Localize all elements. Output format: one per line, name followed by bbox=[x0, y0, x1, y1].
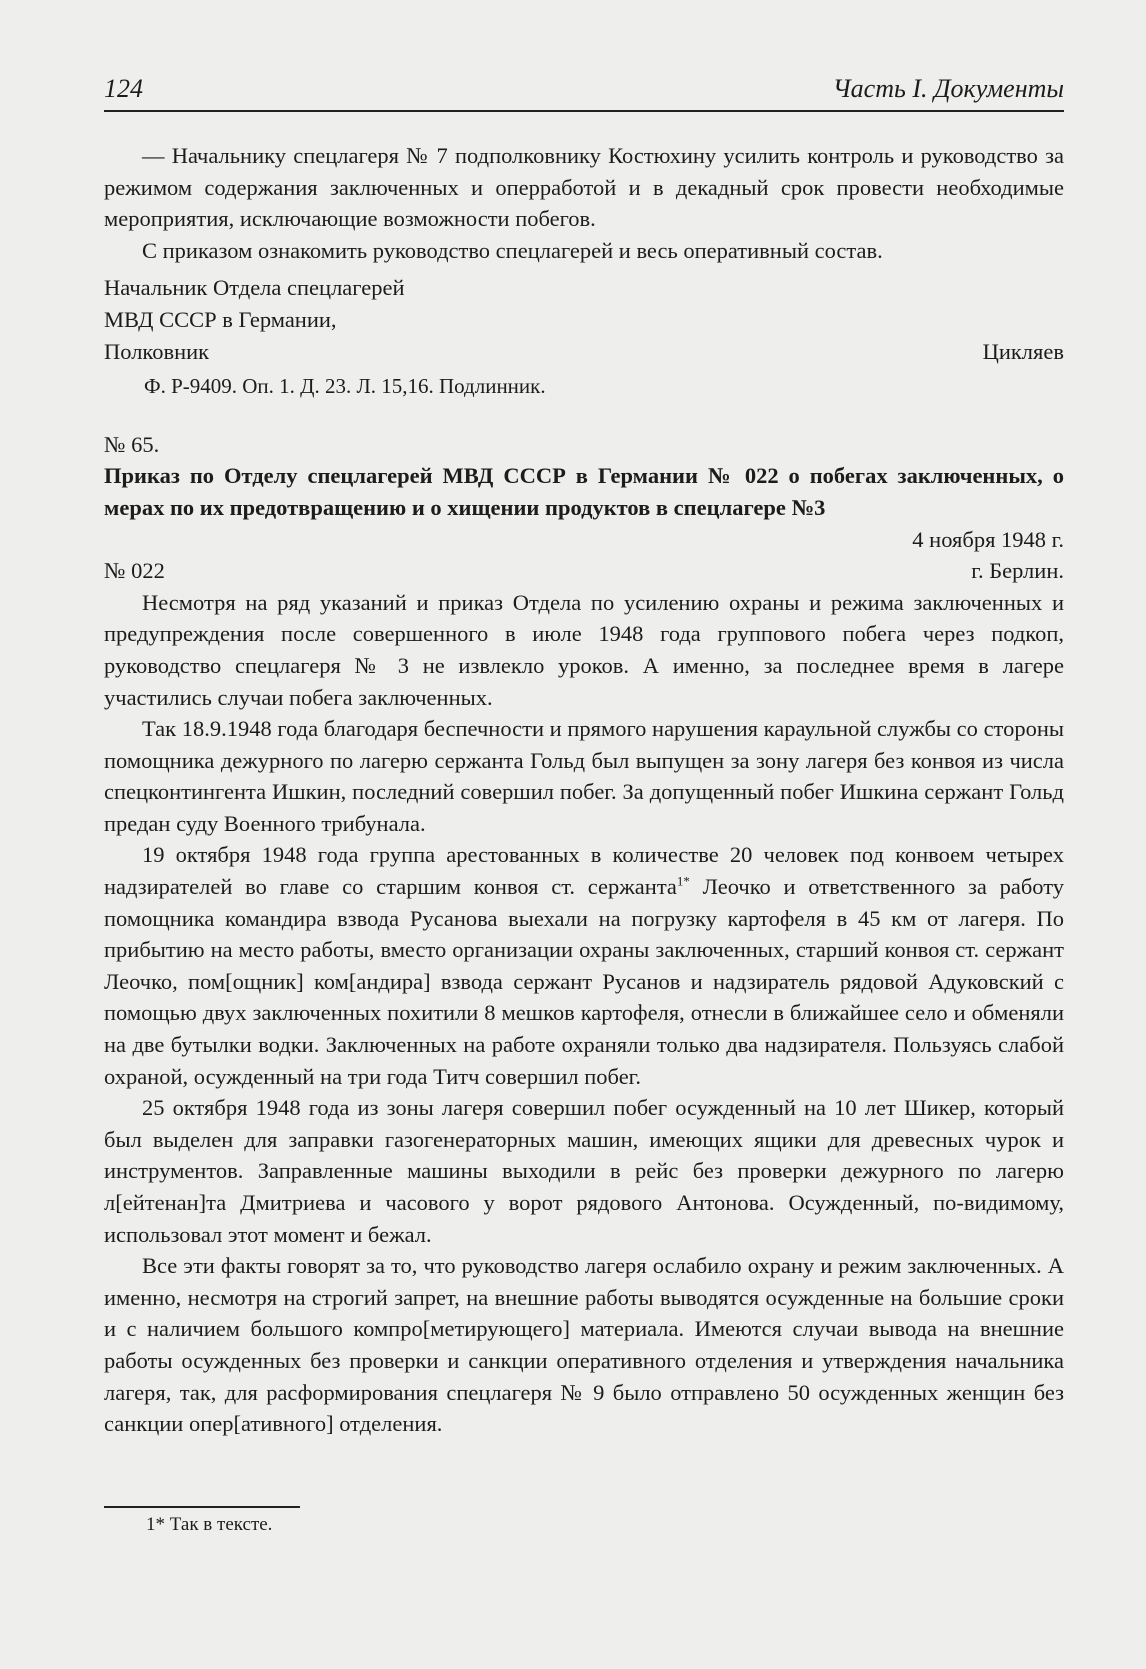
signature-block bbox=[104, 272, 1064, 367]
running-title: Часть I. Документы bbox=[832, 74, 1064, 103]
signature-line-1: Начальник Отдела спецлагерей bbox=[104, 275, 405, 301]
footnote: 1* Так в тексте. bbox=[146, 1514, 273, 1535]
document-title: Приказ по Отделу спецлагерей МВД СССР в Германии № 022 о побегах заключенных, о мерах по их предотвращению и о хищении продуктов в спецлагере №3 bbox=[104, 463, 1064, 520]
page-body bbox=[104, 140, 1064, 1440]
page-header bbox=[104, 74, 1064, 112]
signature-rank: Полковник bbox=[104, 338, 210, 364]
paragraph-1: Несмотря на ряд указаний и приказ Отдела по усилению охраны и режима заключенных и предупреждения после совершенного в июле 1948 года группового побега через подкоп, руководство спецлагеря № 3 не извлекло уроков. А именно, за последнее время в лагере участились случаи побега заключенных. bbox=[104, 589, 1064, 710]
page-number: 124 bbox=[104, 74, 143, 103]
paragraph-4: 25 октября 1948 года из зоны лагеря совершил побег осужденный на 10 лет Шикер, который был выделен для заправки газогенераторных машин, имеющих ящики для древесных чурок и инструментов. Заправленные машины выходили в рейс без проверки дежурного по лагерю л[ейтенан]та Дмитриева и часового у ворот рядового Антонова. Осужденный, по-видимому, использовал этот момент и бежал. bbox=[104, 1095, 1064, 1247]
paragraph-3-end: Леочко и ответственного за работу помощника командира взвода Русанова выехали на погрузку картофеля в 45 км от лагеря. По прибытию на место работы, вместо организации охраны заключенных, старший конвоя ст. сержант Леочко, пом[ощник] ком[андира] взвода сержант Русанов и надзиратель рядовой Адуковский с помощью двух заключенных похитили 8 мешков картофеля, отнесли в ближайшее село и обменяли на две бутылки водки. Заключенных на работе охраняли только два надзирателя. Пользуясь слабой охраной, осужденный на три года Титч совершил побег. bbox=[104, 874, 1065, 1089]
document-number: № 65. bbox=[104, 431, 160, 457]
signature-row bbox=[104, 336, 1064, 368]
document-date: 4 ноября 1948 г. bbox=[912, 526, 1064, 552]
paragraph-2: Так 18.9.1948 года благодаря беспечности и прямого нарушения караульной службы со стороны помощника дежурного по лагерю сержанта Гольд был выпущен за зону лагеря без конвоя из числа спецконтингента Ишкин, последний совершил побег. За допущенный побег Ишкина сержант Гольд предан суду Военного трибунала. bbox=[104, 716, 1064, 836]
order-familiarize: С приказом ознакомить руководство спецлагерей и весь оперативный состав. bbox=[142, 237, 883, 263]
order-number: № 022 bbox=[104, 558, 165, 584]
archive-source: Ф. Р-9409. Оп. 1. Д. 23. Л. 15,16. Подлинник. bbox=[144, 374, 546, 399]
paragraph-3 bbox=[104, 839, 1064, 1092]
paragraph-5: Все эти факты говорят за то, что руководство лагеря ослабило охрану и режим заключенных. А именно, несмотря на строгий запрет, на внешние работы выводятся осужденные на большие сроки и с наличием большого компро[метирующего] материала. Имеются случаи вывода на внешние работы осужденных без проверки и санкции оперативного отделения и утверждения начальника лагеря, так, для расформирования спецлагеря № 9 было отправлено 50 осужденных женщин без санкции опер[ативного] отделения. bbox=[104, 1253, 1064, 1437]
paragraph-3-start: 19 октября 1948 года группа арестованных в количестве 20 человек под конвоем четырех надзирателей во главе со старшим конвоя ст. сержанта bbox=[104, 842, 1064, 900]
order-place: г. Берлин. bbox=[971, 558, 1064, 584]
footnote-divider bbox=[104, 1506, 300, 1508]
footnote-mark: 1* bbox=[676, 873, 690, 889]
signature-line-2: МВД СССР в Германии, bbox=[104, 306, 337, 332]
order-instruction: — Начальнику спецлагеря № 7 подполковнику Костюхину усилить контроль и руководство за режимом содержания заключенных и оперработой и в декадный срок провести необходимые мероприятия, исключающие возможности побегов. bbox=[104, 143, 1064, 232]
signature-name: Цикляев bbox=[982, 338, 1064, 364]
order-meta-row bbox=[104, 555, 1064, 587]
